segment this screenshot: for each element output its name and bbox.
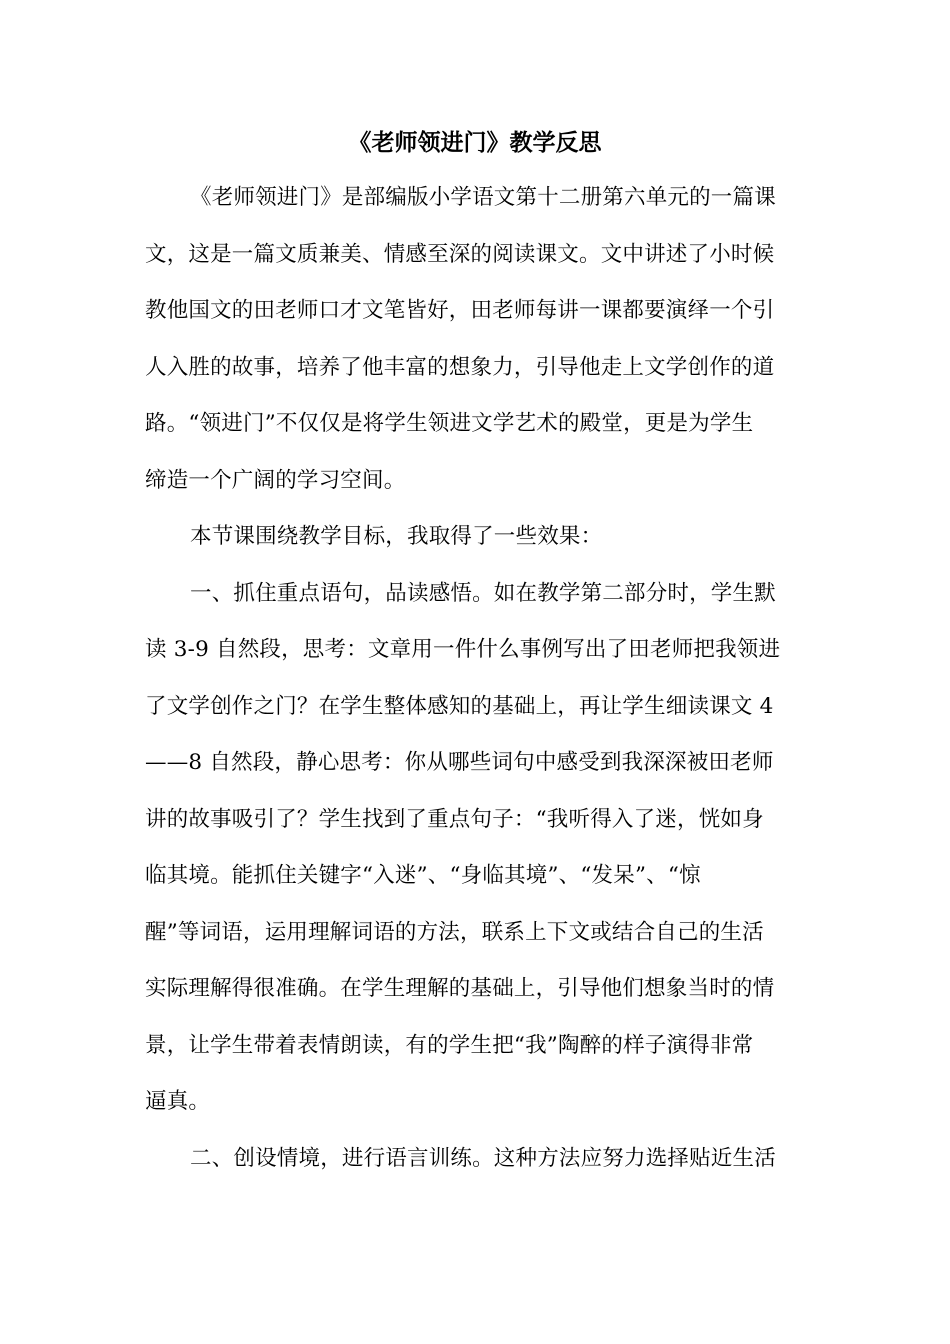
text-line: 读 3-9 自然段，思考：文章用一件什么事例写出了田老师把我领进 (145, 637, 781, 662)
text-line: 缔造一个广阔的学习空间。 (145, 468, 406, 493)
text-line: 《老师领进门》是部编版小学语文第十二册第六单元的一篇课 (190, 185, 776, 210)
text-line: 实际理解得很准确。在学生理解的基础上，引导他们想象当时的情 (145, 976, 775, 1001)
text-line: 讲的故事吸引了？学生找到了重点句子：“我听得入了迷，恍如身 (145, 807, 764, 832)
text-line: ——8 自然段，静心思考：你从哪些词句中感受到我深深被田老师 (145, 750, 774, 775)
text-line: 文，这是一篇文质兼美、情感至深的阅读课文。文中讲述了小时候 (145, 242, 775, 267)
text-line: 一、抓住重点语句，品读感悟。如在教学第二部分时，学生默 (190, 581, 776, 606)
text-line: 路。“领进门”不仅仅是将学生领进文学艺术的殿堂，更是为学生 (145, 411, 754, 436)
text-line: 人入胜的故事，培养了他丰富的想象力，引导他走上文学创作的道 (145, 355, 775, 380)
text-line: 二、创设情境，进行语言训练。这种方法应努力选择贴近生活 (190, 1146, 776, 1171)
document-title: 《老师领进门》教学反思 (348, 129, 602, 156)
text-line: 景，让学生带着表情朗读，有的学生把“我”陶醉的样子演得非常 (145, 1033, 754, 1058)
text-line: 本节课围绕教学目标，我取得了一些效果： (190, 524, 603, 549)
text-line: 醒”等词语，运用理解词语的方法，联系上下文或结合自己的生活 (145, 920, 764, 945)
text-line: 教他国文的田老师口才文笔皆好，田老师每讲一课都要演绎一个引 (145, 298, 775, 323)
text-line: 临其境。能抓住关键字“入迷”、“身临其境”、“发呆”、“惊 (145, 863, 701, 888)
text-line: 了文学创作之门？在学生整体感知的基础上，再让学生细读课文 4 (145, 694, 774, 719)
text-line: 逼真。 (145, 1089, 211, 1114)
